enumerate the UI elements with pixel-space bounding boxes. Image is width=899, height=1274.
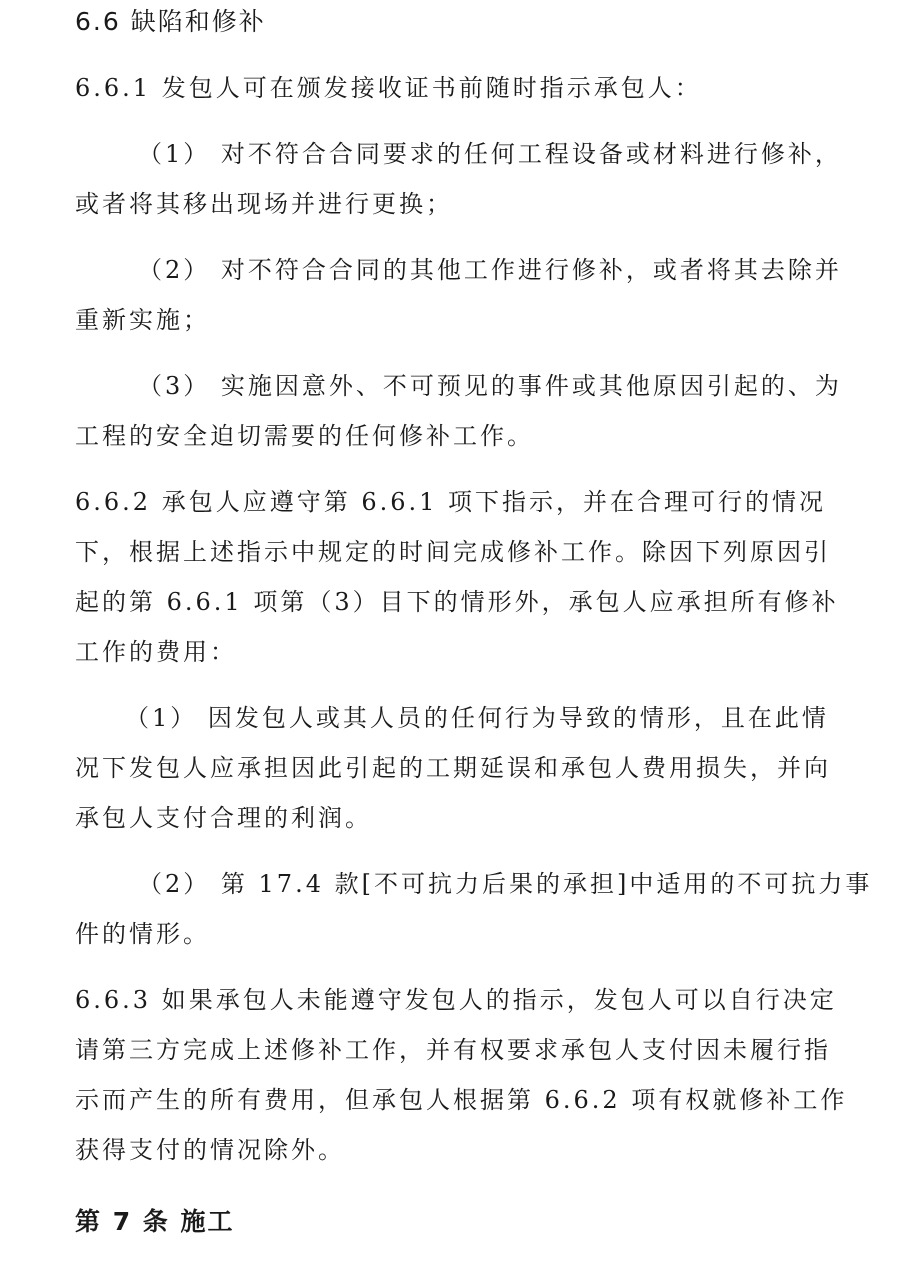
clause-6-6-1-item-2 bbox=[75, 245, 875, 345]
text-line: （1） 因发包人或其人员的任何行为导致的情形，且在此情 bbox=[125, 704, 829, 732]
text-line: 件的情形。 bbox=[75, 920, 210, 948]
text-line: （2） 第 17.4 款[不可抗力后果的承担]中适用的不可抗力事 bbox=[138, 870, 873, 898]
text-line: 6.6.3 如果承包人未能遵守发包人的指示，发包人可以自行决定 bbox=[75, 986, 837, 1014]
section-heading bbox=[75, 0, 875, 47]
clause-6-6-3 bbox=[75, 975, 875, 1175]
heading-text: 6.6 缺陷和修补 bbox=[75, 7, 266, 36]
text-line: 承包人支付合理的利润。 bbox=[75, 804, 372, 832]
document-page bbox=[75, 0, 875, 1247]
text-line: 获得支付的情况除外。 bbox=[75, 1136, 345, 1164]
text-line: 下，根据上述指示中规定的时间完成修补工作。除因下列原因引 bbox=[75, 538, 831, 566]
article-7-heading bbox=[75, 1197, 875, 1247]
text-line: 或者将其移出现场并进行更换； bbox=[75, 190, 453, 218]
text-line: 工程的安全迫切需要的任何修补工作。 bbox=[75, 422, 534, 450]
text-line: 6.6.2 承包人应遵守第 6.6.1 项下指示，并在合理可行的情况 bbox=[75, 488, 827, 516]
text-line: 工作的费用： bbox=[75, 638, 237, 666]
text-line: 重新实施； bbox=[75, 306, 210, 334]
text-line: （1） 对不符合合同要求的任何工程设备或材料进行修补， bbox=[138, 140, 842, 168]
text-line: 6.6.1 发包人可在颁发接收证书前随时指示承包人： bbox=[75, 74, 702, 102]
clause-6-6-2-item-1 bbox=[75, 693, 875, 843]
text-line: 况下发包人应承担因此引起的工期延误和承包人费用损失，并向 bbox=[75, 754, 831, 782]
text-line: （3） 实施因意外、不可预见的事件或其他原因引起的、为 bbox=[138, 372, 842, 400]
heading-text: 第 7 条 施工 bbox=[75, 1207, 235, 1236]
clause-6-6-1-item-1 bbox=[75, 129, 875, 229]
text-line: 请第三方完成上述修补工作，并有权要求承包人支付因未履行指 bbox=[75, 1036, 831, 1064]
text-line: 起的第 6.6.1 项第（3）目下的情形外，承包人应承担所有修补 bbox=[75, 588, 839, 616]
text-line: （2） 对不符合合同的其他工作进行修补，或者将其去除并 bbox=[138, 256, 842, 284]
text-line: 示而产生的所有费用，但承包人根据第 6.6.2 项有权就修补工作 bbox=[75, 1086, 848, 1114]
clause-6-6-1 bbox=[75, 63, 875, 113]
clause-6-6-2-item-2 bbox=[75, 859, 875, 959]
clause-6-6-1-item-3 bbox=[75, 361, 875, 461]
clause-6-6-2 bbox=[75, 477, 875, 677]
